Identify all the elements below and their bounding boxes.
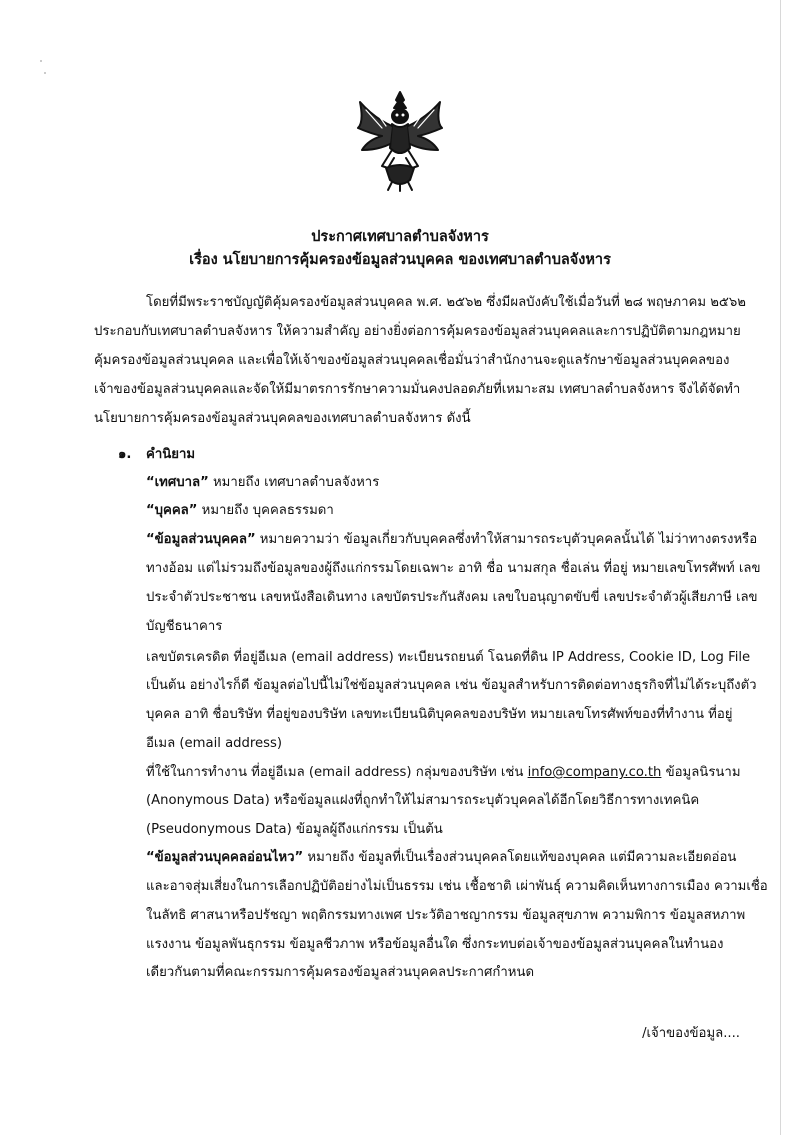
- definition-municipality: [146, 474, 379, 492]
- definition-term: “ข้อมูลส่วนบุคคล”: [146, 532, 256, 547]
- personal-data-line: ทางอ้อม แต่ไม่รวมถึงข้อมูลของผู้ถึงแก่กรรมโดยเฉพาะ อาทิ ชื่อ นามสกุล ชื่อเล่น ที่อยู่ หมายเลขโทรศัพท์ เลข: [146, 561, 761, 576]
- scan-speck: [44, 72, 46, 74]
- definition-sensitive-data: [146, 849, 736, 867]
- definition-term: “ข้อมูลส่วนบุคคลอ่อนไหว”: [146, 850, 304, 865]
- work-email-line: [146, 764, 741, 782]
- announcement-title: ประกาศเทศบาลตำบลจังหาร: [311, 229, 489, 245]
- personal-data-line: เลขบัตรเครดิต ที่อยู่อีเมล (email address) ทะเบียนรถยนต์ โฉนดที่ดิน IP Address, Cookie ID, Log File: [146, 650, 751, 665]
- announcement-subject: เรื่อง นโยบายการคุ้มครองข้อมูลส่วนบุคคล ของเทศบาลตำบลจังหาร: [189, 252, 611, 268]
- anonymous-data-line: (Anonymous Data) หรือข้อมูลแฝงที่ถูกทำให้ไม่สามารถระบุตัวบุคคลได้อีกโดยวิธีการทางเทคนิค: [146, 793, 700, 808]
- personal-data-line: ประจำตัวประชาชน เลขหนังสือเดินทาง เลขบัตรประกันสังคม เลขใบอนุญาตขับขี่ เลขประจำตัวผู้เสียภาษี เลข: [146, 590, 758, 605]
- page-edge-line: [780, 0, 781, 1135]
- definition-text: หมายถึง เทศบาลตำบลจังหาร: [208, 475, 380, 490]
- definition-term: “บุคคล”: [146, 503, 198, 518]
- sensitive-data-line: ในลัทธิ ศาสนาหรือปรัชญา พฤติกรรมทางเพศ ประวัติอาชญากรรม ข้อมูลสุขภาพ ความพิการ ข้อมูลสหภาพ: [146, 908, 746, 923]
- anonymous-data-line: (Pseudonymous Data) ข้อมูลผู้ถึงแก่กรรม เป็นต้น: [146, 822, 443, 837]
- definition-text: หมายถึง บุคคลธรรมดา: [197, 503, 334, 518]
- intro-line-3: คุ้มครองข้อมูลส่วนบุคคล และเพื่อให้เจ้าของข้อมูลส่วนบุคคลเชื่อมั่นว่าสำนักงานจะดูแลรักษาข้อมูลส่วนบุคคลของ: [94, 353, 730, 368]
- intro-line-1: โดยที่มีพระราชบัญญัติคุ้มครองข้อมูลส่วนบุคคล พ.ศ. ๒๕๖๒ ซึ่งมีผลบังคับใช้เมื่อวันที่ ๒๘ พฤษภาคม ๒๕๖๒: [146, 295, 746, 310]
- definition-text: หมายถึง ข้อมูลที่เป็นเรื่องส่วนบุคคลโดยแท้ของบุคคล แต่มีความละเอียดอ่อน: [303, 850, 737, 865]
- personal-data-line: บัญชีธนาคาร: [146, 619, 223, 634]
- email-example-link[interactable]: info@company.co.th: [527, 765, 662, 780]
- work-email-prefix: ที่ใช้ในการทำงาน ที่อยู่อีเมล (email address) กลุ่มของบริษัท เช่น: [146, 765, 528, 780]
- personal-data-line: เป็นต้น อย่างไรก็ดี ข้อมูลต่อไปนี้ไม่ใช่ข้อมูลส่วนบุคคล เช่น ข้อมูลสำหรับการติดต่อทางธุรกิจที่ไม่ได้ระบุถึงตัว: [146, 678, 757, 693]
- garuda-emblem-icon: [352, 88, 448, 192]
- intro-line-2: ประกอบกับเทศบาลตำบลจังหาร ให้ความสำคัญ อย่างยิ่งต่อการคุ้มครองข้อมูลส่วนบุคคลและการปฏิบัติตามกฎหมาย: [94, 324, 741, 339]
- definition-text: หมายความว่า ข้อมูลเกี่ยวกับบุคคลซึ่งทำให้สามารถระบุตัวบุคคลนั้นได้ ไม่ว่าทางตรงหรือ: [255, 532, 758, 547]
- sensitive-data-line: และอาจสุ่มเสี่ยงในการเลือกปฏิบัติอย่างไม่เป็นธรรม เช่น เชื้อชาติ เผ่าพันธุ์ ความคิดเห็นทางการเมือง ความเชื่อ: [146, 879, 768, 894]
- continuation-note: /เจ้าของข้อมูล....: [642, 1026, 740, 1041]
- section-number: ๑.: [118, 447, 132, 462]
- work-email-suffix: ข้อมูลนิรนาม: [661, 765, 741, 780]
- definition-term: “เทศบาล”: [146, 475, 209, 490]
- intro-line-4: เจ้าของข้อมูลส่วนบุคคลและจัดให้มีมาตรการรักษาความมั่นคงปลอดภัยที่เหมาะสม เทศบาลตำบลจังหาร จึงได้จัดทำ: [94, 382, 741, 397]
- personal-data-line: อีเมล (email address): [146, 736, 283, 751]
- section-heading: คำนิยาม: [146, 447, 196, 462]
- scan-speck: [40, 60, 42, 62]
- definition-personal-data: [146, 531, 757, 549]
- definition-person: [146, 502, 334, 520]
- sensitive-data-line: แรงงาน ข้อมูลพันธุกรรม ข้อมูลชีวภาพ หรือข้อมูลอื่นใด ซึ่งกระทบต่อเจ้าของข้อมูลส่วนบุคคลในทำนอง: [146, 937, 724, 952]
- personal-data-line: บุคคล อาทิ ชื่อบริษัท ที่อยู่ของบริษัท เลขทะเบียนนิติบุคคลของบริษัท หมายเลขโทรศัพท์ของที่ทำงาน ที่อยู่: [146, 707, 733, 722]
- sensitive-data-line: เดียวกันตามที่คณะกรรมการคุ้มครองข้อมูลส่วนบุคคลประกาศกำหนด: [146, 965, 535, 980]
- intro-line-5: นโยบายการคุ้มครองข้อมูลส่วนบุคคลของเทศบาลตำบลจังหาร ดังนี้: [94, 411, 471, 426]
